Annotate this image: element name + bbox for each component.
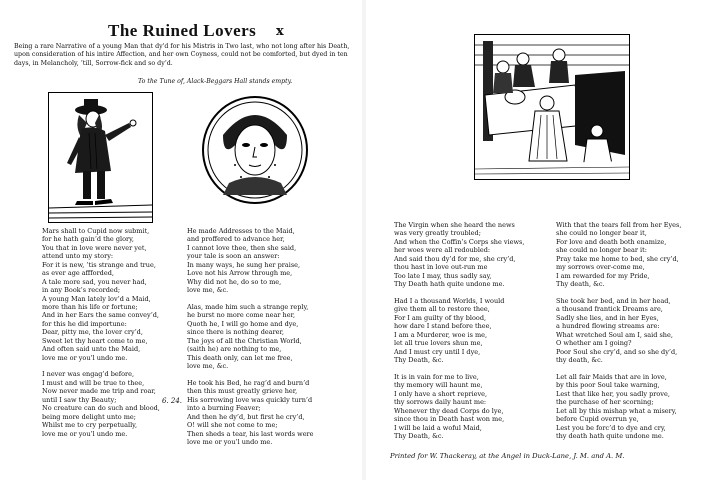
verse-line: For it is new, ’tis strange and true, [42, 260, 156, 269]
verse-line: for he hath gain’d the glory, [42, 235, 134, 244]
verse-line: A young Man lately lov’d a Maid, [42, 294, 151, 303]
verse-line: Quoth he, I will go home and dye, [187, 319, 299, 328]
verse-line: Love not his Arrow through me, [187, 269, 293, 278]
verse-line: I only have a short reprieve, [394, 389, 488, 398]
verse-line: and proffered to advance her, [187, 235, 285, 244]
verse-line: For I am guilty of thy blood, [394, 313, 487, 322]
verse-line [42, 362, 190, 370]
verse-column-4 [556, 221, 716, 440]
verse-line [556, 364, 716, 372]
verse-line: how dare I stand before thee, [394, 322, 492, 331]
verse-line: O whether am I going? [556, 339, 632, 348]
margin-note: 6. 24. [162, 397, 183, 405]
verse-line: Thy Death hath quite undone me. [394, 280, 505, 289]
verse-column-2 [187, 227, 347, 446]
verse-line: I must and will be true to thee, [42, 378, 145, 387]
verse-line: In many ways, he sung her praise, [187, 260, 301, 269]
verse-line: as ever age affforded, [42, 269, 114, 278]
verse-line: His sorrowing love was quickly turn’d [187, 395, 313, 404]
verse-line: You that in love were never yet, [42, 243, 147, 252]
verse-line: love me or you’l undo me. [42, 353, 128, 362]
verse-line: Whenever thy dead Corps do lye, [394, 406, 504, 415]
verse-column-1 [42, 227, 190, 438]
verse-line: Mars shall to Cupid now submit, [42, 227, 150, 235]
verse-line: Thy death, &c. [556, 280, 605, 289]
verse-line: being more delight unto me; [42, 412, 136, 421]
verse-line: she could no longer bear it: [556, 246, 647, 255]
verse-line: Now never made me trip and roar, [42, 387, 156, 396]
verse-line: attend unto my story: [42, 252, 114, 261]
verse-line: before Cupid overrun ye, [556, 415, 639, 424]
verse-line: And in her Ears the same convey’d, [42, 311, 159, 320]
verse-line: Thy Death, &c. [394, 356, 444, 364]
verse-line: I cannot love thee, then she said, [187, 243, 297, 252]
verse-line: Pray take me home to bed, she cry’d, [556, 254, 679, 263]
verse-line: And then he dy’d, but first he cry’d, [187, 412, 305, 421]
verse-line [394, 364, 559, 372]
verse-line: I am a Murderer, woe is me, [394, 330, 488, 339]
verse-line: love me, &c. [187, 286, 229, 295]
verse-line: since thou in Death hast won me, [394, 415, 505, 424]
verse-line: since there is nothing dearer, [187, 328, 284, 337]
verse-line: Lest that like her, you sadly prove, [556, 389, 670, 398]
woodcut-man-illustration [48, 92, 153, 223]
verse-line: Thy Death, &c. [394, 431, 444, 440]
ballad-title: The Ruined Lovers [108, 21, 257, 40]
verse-line: What wretched Soul am I, said she, [556, 330, 673, 339]
verse-line: And often said unto the Maid, [42, 345, 141, 354]
verse-line: thy death, &c. [556, 356, 603, 364]
verse-line: more than his life or fortune; [42, 302, 138, 311]
verse-line: thou hast in love out-run me [394, 263, 488, 272]
verse-line: a hundred flowing streams are: [556, 322, 660, 331]
verse-line: He made Addresses to the Maid, [187, 227, 295, 235]
verse-line: Dear, pitty me, the lover cry’d, [42, 328, 143, 337]
verse-line: I am rewarded for my Pride, [556, 271, 650, 280]
verse-line: for this he did importune: [42, 319, 127, 328]
verse-line: Whilst me to cry perpetually, [42, 421, 138, 430]
verse-line: love me or you’l undo me. [187, 437, 273, 446]
verse-line: And when the Coffin’s Corps she views, [394, 237, 525, 246]
woodcut-woman-portrait [201, 95, 309, 205]
verse-line [187, 370, 347, 378]
verse-line: (saith he) are nothing to me, [187, 345, 282, 354]
verse-line: then this must greatly grieve her, [187, 387, 298, 396]
verse-line: Alas, made him such a strange reply, [187, 302, 309, 311]
verse-line: thy death hath quite undone me. [556, 431, 664, 440]
verse-line: thy memory will haunt me, [394, 381, 483, 390]
verse-line: he burst no more come near her, [187, 311, 296, 320]
verse-line: in any Book’s recorded; [42, 286, 121, 295]
printer-imprint: Printed for W. Thackeray, at the Angel in Duck-Lane, J. M. and A. M. [390, 452, 625, 460]
verse-line: No creature can do such and blood, [42, 404, 160, 413]
verse-line: Sadly she lies, and in her Eyes, [556, 313, 659, 322]
verse-line: your tale is soon an answer: [187, 252, 280, 261]
tune-line: To the Tune of, Alack-Beggars Hall stands empty. [138, 78, 293, 85]
verse-line: until I saw thy Beauty; [42, 395, 117, 404]
verse-line: He took his Bed, he rag’d and burn’d [187, 378, 310, 387]
verse-line [394, 289, 559, 297]
title-fragment: x [276, 24, 284, 39]
verse-line: by this poor Soul take warning, [556, 381, 660, 390]
woodcut-deathbed-illustration [474, 34, 630, 180]
verse-line: thy sorrows daily haunt me: [394, 398, 487, 407]
verse-line: my sorrows over-come me, [556, 263, 645, 272]
verse-line: her woes were all redoubled: [394, 246, 491, 255]
verse-line: the purchase of her scorning; [556, 398, 654, 407]
verse-line: Lest you be forc’d to dye and cry, [556, 423, 666, 432]
verse-line: Why did not he, do so to me, [187, 277, 282, 286]
verse-line: Had I a thousand Worlds, I would [394, 296, 505, 305]
verse-line: she could no longer bear it, [556, 229, 647, 238]
verse-line: let all true lovers shun me, [394, 339, 483, 348]
verse-line [187, 295, 347, 303]
verse-line: a thousand frantick Dreams are, [556, 305, 663, 314]
verse-line: Let all by this mishap what a misery, [556, 406, 677, 415]
verse-line: For love and death both enamize, [556, 237, 667, 246]
verse-line: love me or you’l undo me. [42, 429, 128, 438]
verse-line: Then sheds a tear, his last words were [187, 429, 314, 438]
verse-line: Poor Soul she cry’d, and so she dy’d, [556, 347, 678, 356]
verse-line: O! will she not come to me; [187, 421, 278, 430]
verse-line: This death only, can let me free, [187, 353, 293, 362]
verse-line: The Virgin when she heard the news [394, 221, 515, 229]
verse-line: Too late I may, thus sadly say, [394, 271, 492, 280]
page-gutter [362, 0, 366, 480]
verse-line: I never was engag’d before, [42, 370, 135, 379]
verse-line: The joys of all the Christian World, [187, 336, 302, 345]
verse-column-3 [394, 221, 559, 440]
verse-line: And I must cry until I dye, [394, 347, 481, 356]
verse-line: A tale more sad, you never had, [42, 277, 147, 286]
verse-line [556, 289, 716, 297]
verse-line: give them all to restore thee, [394, 305, 490, 314]
verse-line: It is in vain for me to live, [394, 372, 479, 381]
verse-line: Let all fair Maids that are in love, [556, 372, 667, 381]
verse-line: She took her bed, and in her head, [556, 296, 671, 305]
verse-line: Sweet let thy heart come to me, [42, 336, 148, 345]
ballad-subtitle: Being a rare Narrative of a young Man that dy'd for his Mistris in Two last, who not long after his Death, upon consideration of his intire Affection, and her own Coyness, could not be comforted, but dyed in ten days, in Melancholy, ’till, Sorrow-fick and so dy’d. [14, 43, 350, 67]
verse-line: I will be laid a woful Maid, [394, 423, 482, 432]
verse-line: And said thou dy’d for me, she cry’d, [394, 254, 516, 263]
verse-line: was very greatly troubled; [394, 229, 481, 238]
verse-line: love me, &c. [187, 362, 229, 370]
verse-line: into a burning Feaver; [187, 404, 261, 413]
verse-line: With that the tears fell from her Eyes, [556, 221, 682, 229]
